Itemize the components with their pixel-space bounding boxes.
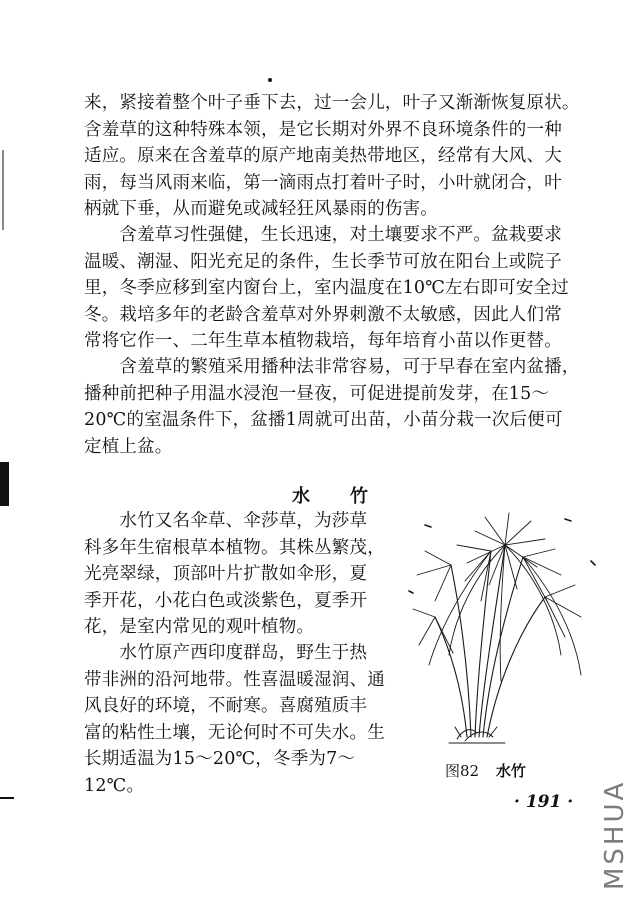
text-line: 来，紧接着整个叶子垂下去，过一会儿，叶子又渐渐恢复原状。 bbox=[84, 93, 580, 113]
section-paragraph-1 bbox=[84, 508, 390, 641]
text-line: 带非洲的沿河地带。性喜温暖湿润、通 bbox=[84, 669, 385, 690]
paragraph-3 bbox=[84, 354, 596, 460]
text-line: 冬。栽培多年的老龄含羞草对外界刺激不太敏感，因此人们常 bbox=[84, 304, 562, 325]
scan-edge-mark-top bbox=[2, 150, 4, 230]
text-line: 含羞草的繁殖采用播种法非常容易，可于早春在室内盆播， bbox=[84, 357, 580, 377]
text-line: 含羞草习性强健，生长迅速，对土壤要求不严。盆栽要求 bbox=[84, 225, 562, 245]
watermark bbox=[600, 779, 630, 890]
figure-caption bbox=[445, 760, 526, 781]
text-line: 播种前把种子用温水浸泡一昼夜，可促进提前发芽，在15～ bbox=[84, 383, 550, 404]
text-line: 常将它作一、二年生草本植物栽培，每年培育小苗以作更替。 bbox=[84, 331, 562, 351]
text-line: 12℃。 bbox=[84, 775, 145, 796]
text-line: 水竹原产西印度群岛，野生于热 bbox=[84, 643, 368, 663]
text-line: 长期适温为15～20℃，冬季为7～ bbox=[84, 749, 356, 769]
text-line: 适应。原来在含羞草的原产地南美热带地区，经常有大风、大 bbox=[84, 146, 562, 166]
text-line: 花，是室内常见的观叶植物。 bbox=[84, 617, 315, 637]
text-line: 含羞草的这种特殊本领，是它长期对外界不良环境条件的一种 bbox=[84, 119, 562, 140]
scan-dot-mark bbox=[268, 78, 272, 82]
section-title: 水竹 bbox=[292, 486, 408, 507]
text-line: 温暖、潮湿、阳光充足的条件，生长季节可放在阳台上或院子 bbox=[84, 251, 562, 272]
scan-edge-mark-block bbox=[0, 462, 9, 506]
text-line: 定植上盆。 bbox=[84, 436, 173, 457]
watermark-text: MSHUA bbox=[600, 779, 630, 890]
text-line: 富的粘性土壤，无论何时不可失水。生 bbox=[84, 722, 385, 743]
section-paragraph-2 bbox=[84, 640, 390, 799]
paragraph-2 bbox=[84, 222, 596, 355]
figure-title: 水竹 bbox=[495, 762, 526, 780]
text-line: 光亮翠绿，顶部叶片扩散如伞形，夏 bbox=[84, 564, 368, 584]
umbrella-plant-illustration bbox=[405, 505, 605, 755]
scan-edge-mark-bottom bbox=[0, 797, 14, 799]
text-line: 季开花，小花白色或淡紫色，夏季开 bbox=[84, 590, 368, 611]
paragraph-1 bbox=[84, 90, 596, 223]
text-line: 里，冬季应移到室内窗台上，室内温度在10℃左右即可安全过 bbox=[84, 278, 569, 298]
text-line: 雨，每当风雨来临，第一滴雨点打着叶子时，小叶就闭合，叶 bbox=[84, 172, 562, 193]
text-line: 20℃的室温条件下，盆播1周就可出苗，小苗分栽一次后便可 bbox=[84, 410, 563, 430]
figure-label: 图82 bbox=[445, 762, 480, 780]
text-line: 柄就下垂，从而避免或减轻狂风暴雨的伤害。 bbox=[84, 199, 438, 219]
text-line: 科多年生宿根草本植物。其株丛繁茂， bbox=[84, 537, 385, 558]
text-line: 风良好的环境，不耐寒。喜腐殖质丰 bbox=[84, 696, 368, 716]
text-line: 水竹又名伞草、伞莎草，为莎草 bbox=[84, 511, 368, 531]
page-number: · 191 · bbox=[514, 792, 574, 812]
